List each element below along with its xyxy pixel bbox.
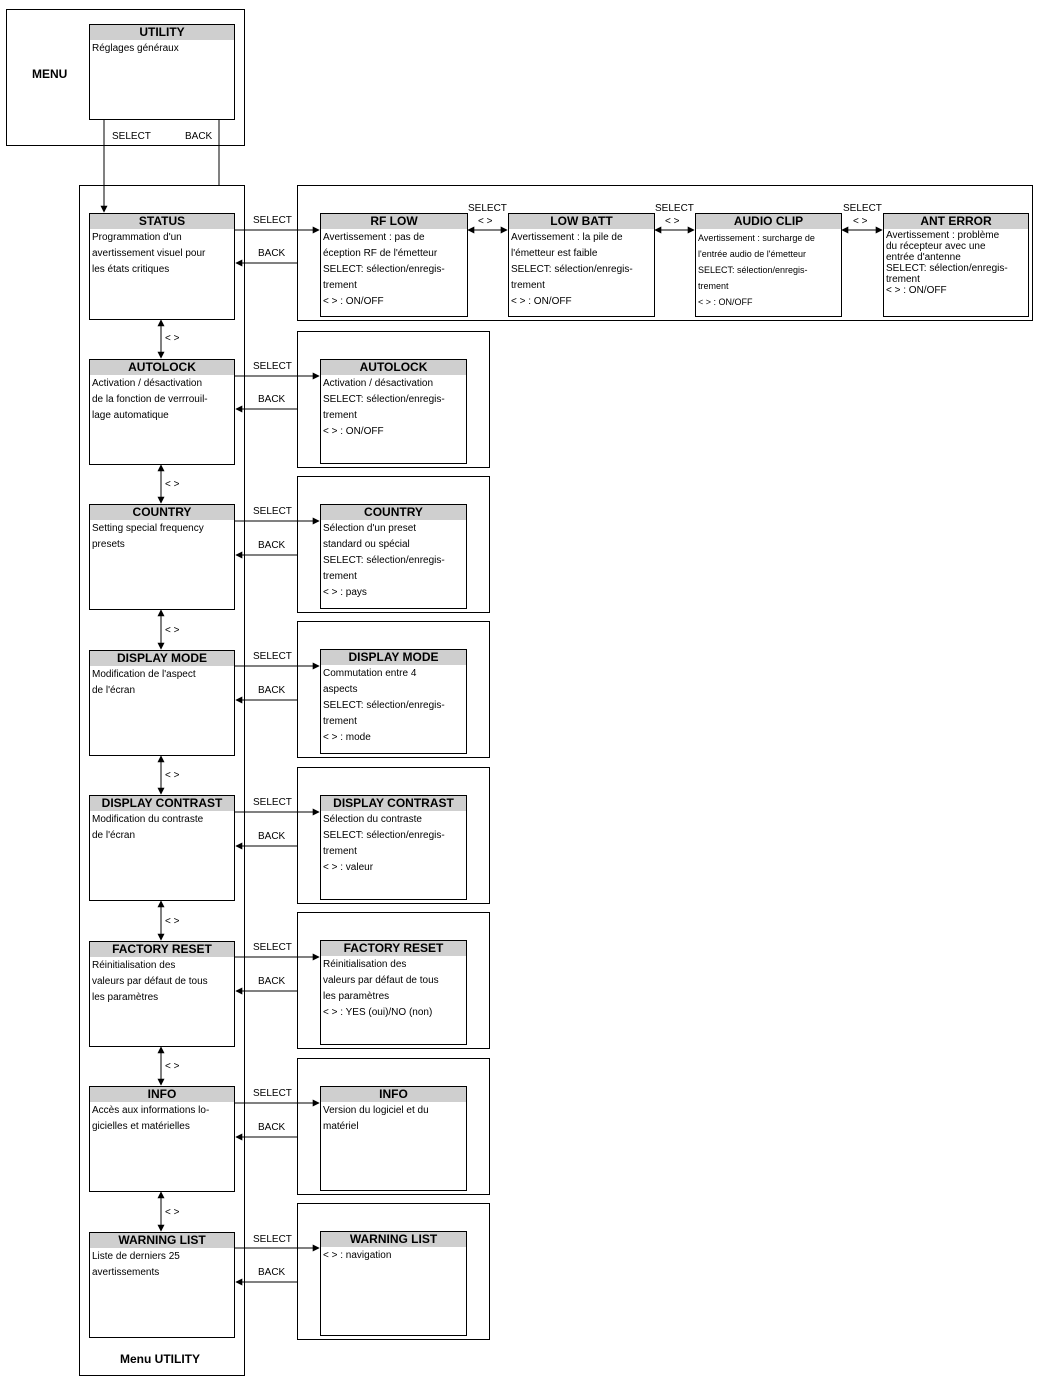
- country-submenu-title: COUNTRY: [321, 505, 466, 520]
- info-box[interactable]: [89, 1086, 235, 1192]
- status-desc: Programmation d'un avertissement visuel pour les états critiques: [92, 232, 206, 275]
- info-submenu-title: INFO: [321, 1087, 466, 1102]
- warning-list-select-label: SELECT: [253, 1234, 292, 1245]
- low-batt-title: LOW BATT: [509, 214, 654, 229]
- autolock-select-label: SELECT: [253, 361, 292, 372]
- autolock-title: AUTOLOCK: [90, 360, 234, 375]
- info-back-label: BACK: [258, 1122, 286, 1133]
- display-contrast-submenu-box[interactable]: [320, 795, 467, 900]
- country-title: COUNTRY: [90, 505, 234, 520]
- warning-list-back-label: BACK: [258, 1267, 286, 1278]
- info-desc: Accès aux informations lo- gicielles et matérielles: [92, 1105, 210, 1132]
- country-submenu-desc: Sélection d'un preset standard ou spécial SELECT: sélection/enregis- trement < > : pays: [323, 523, 445, 598]
- country-submenu-box[interactable]: [320, 504, 467, 609]
- autolock-submenu-title: AUTOLOCK: [321, 360, 466, 375]
- utility-menu-desc: Réglages généraux: [92, 43, 179, 54]
- column-caption: Menu UTILITY: [120, 1352, 200, 1366]
- chain-nav-label: < >: [853, 216, 868, 227]
- display-mode-back-label: BACK: [258, 685, 286, 696]
- display-mode-title: DISPLAY MODE: [90, 651, 234, 666]
- status-select-label: SELECT: [253, 215, 292, 226]
- warning-list-submenu-desc: < > : navigation: [323, 1250, 392, 1261]
- display-mode-submenu-title: DISPLAY MODE: [321, 650, 466, 665]
- display-contrast-submenu-title: DISPLAY CONTRAST: [321, 796, 466, 811]
- factory-reset-submenu-box[interactable]: [320, 940, 467, 1045]
- country-desc: Setting special frequency presets: [92, 523, 204, 550]
- country-back-label: BACK: [258, 540, 286, 551]
- autolock-submenu-box[interactable]: [320, 359, 467, 464]
- nav-label: < >: [165, 1061, 180, 1072]
- factory-reset-submenu-desc: Réinitialisation des valeurs par défaut de tous les paramètres < > : YES (oui)/NO (non): [323, 959, 439, 1018]
- ant-error-title: ANT ERROR: [884, 214, 1028, 229]
- nav-label: < >: [165, 916, 180, 927]
- display-contrast-submenu-desc: Sélection du contraste SELECT: sélection/enregis- trement < > : valeur: [323, 814, 445, 873]
- menu-label: MENU: [32, 67, 68, 81]
- autolock-back-label: BACK: [258, 394, 286, 405]
- display-contrast-back-label: BACK: [258, 831, 286, 842]
- country-box[interactable]: [89, 504, 235, 610]
- status-back-label: BACK: [258, 248, 286, 259]
- status-title: STATUS: [90, 214, 234, 229]
- audio-clip-title: AUDIO CLIP: [696, 214, 841, 229]
- factory-reset-back-label: BACK: [258, 976, 286, 987]
- factory-reset-desc: Réinitialisation des valeurs par défaut de tous les paramètres: [92, 960, 208, 1003]
- info-title: INFO: [90, 1087, 234, 1102]
- audio-clip-box[interactable]: [695, 213, 842, 317]
- warning-list-title: WARNING LIST: [90, 1233, 234, 1248]
- status-box[interactable]: [89, 213, 235, 320]
- ant-error-desc: Avertissement : problème du récepteur avec une entrée d'antenne SELECT: sélection/enregis- trement < > : ON/OFF: [886, 230, 1008, 296]
- warning-list-box[interactable]: [89, 1232, 235, 1338]
- display-mode-box[interactable]: [89, 650, 235, 756]
- audio-clip-desc: Avertissement : surcharge de l'entrée audio de l'émetteur SELECT: sélection/enregis- trement < > : ON/OFF: [698, 233, 815, 307]
- factory-reset-title: FACTORY RESET: [90, 942, 234, 957]
- ant-error-box[interactable]: [883, 213, 1029, 317]
- rf-low-box[interactable]: [320, 213, 468, 317]
- utility-menu-box[interactable]: [89, 24, 235, 120]
- chain-select-label: SELECT: [843, 203, 882, 214]
- rf-low-title: RF LOW: [321, 214, 467, 229]
- chain-select-label: SELECT: [655, 203, 694, 214]
- nav-label: < >: [165, 770, 180, 781]
- info-submenu-box[interactable]: [320, 1086, 467, 1191]
- menu-select-label: SELECT: [112, 131, 151, 142]
- display-contrast-select-label: SELECT: [253, 797, 292, 808]
- nav-label: < >: [165, 479, 180, 490]
- autolock-box[interactable]: [89, 359, 235, 465]
- factory-reset-box[interactable]: [89, 941, 235, 1047]
- display-contrast-box[interactable]: [89, 795, 235, 901]
- chain-nav-label: < >: [478, 216, 493, 227]
- autolock-desc: Activation / désactivation de la fonction de verrrouil- lage automatique: [92, 378, 208, 421]
- country-select-label: SELECT: [253, 506, 292, 517]
- factory-reset-select-label: SELECT: [253, 942, 292, 953]
- factory-reset-submenu-title: FACTORY RESET: [321, 941, 466, 956]
- low-batt-box[interactable]: [508, 213, 655, 317]
- display-mode-submenu-desc: Commutation entre 4 aspects SELECT: sélection/enregis- trement < > : mode: [323, 668, 445, 743]
- display-mode-select-label: SELECT: [253, 651, 292, 662]
- display-mode-desc: Modification de l'aspect de l'écran: [92, 669, 196, 696]
- utility-menu-title: UTILITY: [90, 25, 234, 40]
- warning-list-submenu-title: WARNING LIST: [321, 1232, 466, 1247]
- nav-label: < >: [165, 1207, 180, 1218]
- rf-low-desc: Avertissement : pas de éception RF de l'émetteur SELECT: sélection/enregis- trement < > : ON/OFF: [323, 232, 445, 307]
- display-mode-submenu-box[interactable]: [320, 649, 467, 754]
- chain-nav-label: < >: [665, 216, 680, 227]
- display-contrast-desc: Modification du contraste de l'écran: [92, 814, 204, 841]
- display-contrast-title: DISPLAY CONTRAST: [90, 796, 234, 811]
- nav-label: < >: [165, 625, 180, 636]
- menu-back-label: BACK: [185, 131, 213, 142]
- chain-select-label: SELECT: [468, 203, 507, 214]
- warning-list-submenu-box[interactable]: [320, 1231, 467, 1336]
- info-select-label: SELECT: [253, 1088, 292, 1099]
- info-submenu-desc: Version du logiciel et du matériel: [323, 1105, 429, 1132]
- autolock-submenu-desc: Activation / désactivation SELECT: sélection/enregis- trement < > : ON/OFF: [323, 378, 445, 437]
- warning-list-desc: Liste de derniers 25 avertissements: [92, 1251, 180, 1278]
- low-batt-desc: Avertissement : la pile de l'émetteur est faible SELECT: sélection/enregis- trement < > : ON/OFF: [511, 232, 633, 307]
- nav-label: < >: [165, 333, 180, 344]
